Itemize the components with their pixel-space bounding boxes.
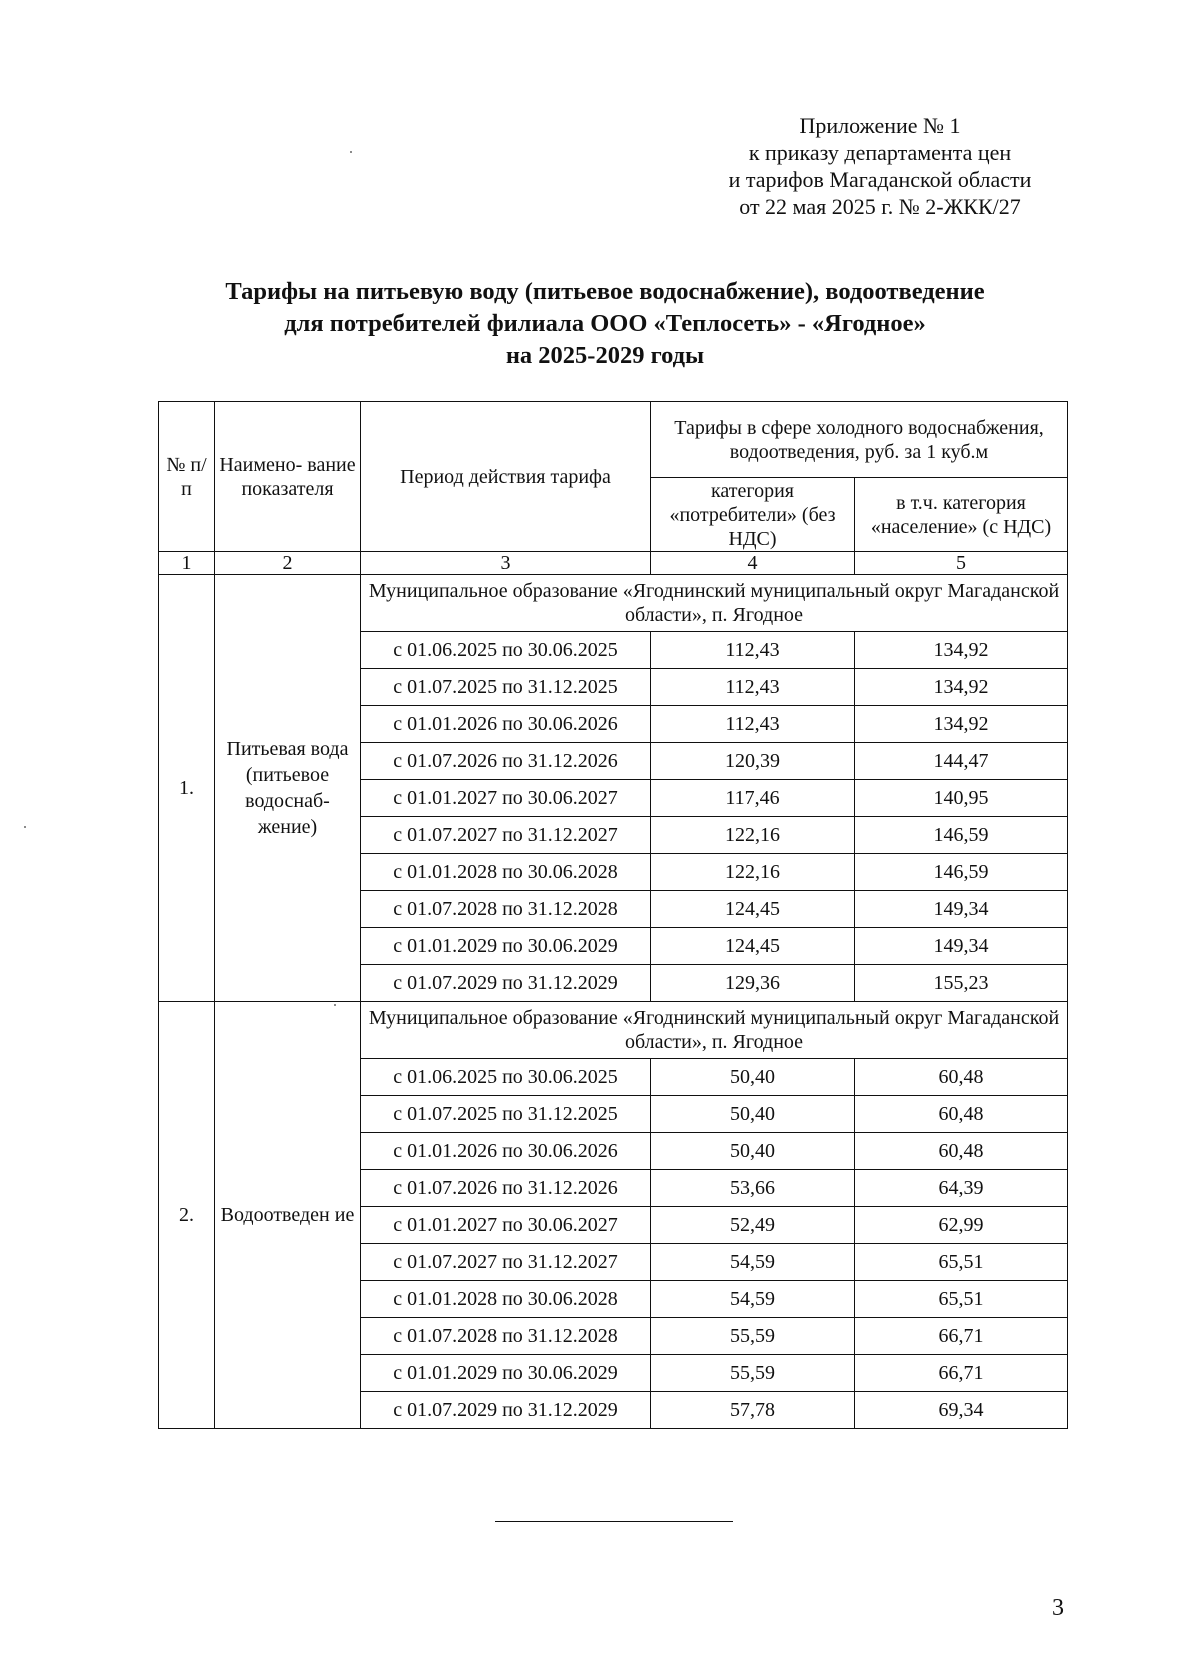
tariff-period: с 01.07.2025 по 31.12.2025 — [361, 1096, 651, 1133]
tariff-period: с 01.07.2026 по 31.12.2026 — [361, 743, 651, 780]
section-number: 1. — [159, 575, 215, 1002]
header-population: в т.ч. категория «население» (с НДС) — [855, 478, 1068, 552]
tariff-period: с 01.07.2027 по 31.12.2027 — [361, 817, 651, 854]
tariff-consumers-value: 55,59 — [651, 1318, 855, 1355]
title-line: на 2025-2029 годы — [505, 342, 705, 369]
tariff-consumers-value: 122,16 — [651, 854, 855, 891]
column-numbers-row — [159, 552, 1068, 575]
tariff-consumers-value: 124,45 — [651, 891, 855, 928]
tariff-consumers-value: 124,45 — [651, 928, 855, 965]
column-number: 3 — [361, 552, 651, 575]
tariff-period: с 01.01.2026 по 30.06.2026 — [361, 706, 651, 743]
section-municipality-row — [159, 1002, 1068, 1059]
tariff-population-value: 146,59 — [855, 817, 1068, 854]
tariff-population-value: 66,71 — [855, 1355, 1068, 1392]
title-line: Тарифы на питьевую воду (питьевое водоснабжение), водоотведение — [225, 278, 985, 305]
column-number: 1 — [159, 552, 215, 575]
tariff-table — [158, 401, 1068, 1429]
tariff-table-body — [159, 402, 1068, 1429]
tariff-consumers-value: 112,43 — [651, 706, 855, 743]
tariff-population-value: 149,34 — [855, 928, 1068, 965]
column-number: 5 — [855, 552, 1068, 575]
tariff-population-value: 140,95 — [855, 780, 1068, 817]
appendix-line: Приложение № 1 — [799, 113, 961, 138]
tariff-consumers-value: 50,40 — [651, 1133, 855, 1170]
tariff-consumers-value: 53,66 — [651, 1170, 855, 1207]
column-number: 4 — [651, 552, 855, 575]
tariff-consumers-value: 52,49 — [651, 1207, 855, 1244]
tariff-period: с 01.07.2029 по 31.12.2029 — [361, 1392, 651, 1429]
header-period: Период действия тарифа — [361, 402, 651, 552]
tariff-consumers-value: 50,40 — [651, 1096, 855, 1133]
tariff-population-value: 69,34 — [855, 1392, 1068, 1429]
tariff-consumers-value: 120,39 — [651, 743, 855, 780]
tariff-population-value: 65,51 — [855, 1244, 1068, 1281]
appendix-line: к приказу департамента цен — [748, 140, 1012, 165]
tariff-population-value: 134,92 — [855, 669, 1068, 706]
municipality-label: Муниципальное образование «Ягоднинский муниципальный округ Магаданской области», п. Ягодное — [361, 575, 1068, 632]
tariff-population-value: 146,59 — [855, 854, 1068, 891]
tariff-population-value: 144,47 — [855, 743, 1068, 780]
tariff-population-value: 60,48 — [855, 1133, 1068, 1170]
tariff-population-value: 155,23 — [855, 965, 1068, 1002]
tariff-consumers-value: 55,59 — [651, 1355, 855, 1392]
tariff-period: с 01.07.2028 по 31.12.2028 — [361, 1318, 651, 1355]
tariff-period: с 01.06.2025 по 30.06.2025 — [361, 632, 651, 669]
tariff-population-value: 60,48 — [855, 1059, 1068, 1096]
tariff-period: с 01.07.2029 по 31.12.2029 — [361, 965, 651, 1002]
appendix-block — [680, 112, 1080, 220]
footer-divider — [495, 1521, 733, 1522]
tariff-population-value: 149,34 — [855, 891, 1068, 928]
scan-speck — [24, 826, 26, 828]
appendix-line: от 22 мая 2025 г. № 2-ЖКК/27 — [739, 194, 1021, 219]
appendix-line: и тарифов Магаданской области — [728, 167, 1032, 192]
section-municipality-row — [159, 575, 1068, 632]
tariff-consumers-value: 122,16 — [651, 817, 855, 854]
indicator-name: Питьевая вода (питьевое водоснаб- жение) — [215, 575, 361, 1002]
tariff-consumers-value: 129,36 — [651, 965, 855, 1002]
tariff-population-value: 134,92 — [855, 632, 1068, 669]
tariff-population-value: 62,99 — [855, 1207, 1068, 1244]
tariff-population-value: 134,92 — [855, 706, 1068, 743]
tariff-period: с 01.07.2028 по 31.12.2028 — [361, 891, 651, 928]
tariff-consumers-value: 54,59 — [651, 1244, 855, 1281]
tariff-consumers-value: 117,46 — [651, 780, 855, 817]
scan-speck — [350, 151, 352, 153]
document-title — [150, 276, 1060, 372]
column-number: 2 — [215, 552, 361, 575]
tariff-population-value: 64,39 — [855, 1170, 1068, 1207]
header-name: Наимено- вание показателя — [215, 402, 361, 552]
tariff-period: с 01.07.2027 по 31.12.2027 — [361, 1244, 651, 1281]
header-tariffs: Тарифы в сфере холодного водоснабжения, водоотведения, руб. за 1 куб.м — [651, 402, 1068, 478]
indicator-name: Водоотведен ие — [215, 1002, 361, 1429]
tariff-period: с 01.01.2026 по 30.06.2026 — [361, 1133, 651, 1170]
header-row — [159, 402, 1068, 478]
tariff-period: с 01.01.2028 по 30.06.2028 — [361, 1281, 651, 1318]
tariff-population-value: 66,71 — [855, 1318, 1068, 1355]
tariff-consumers-value: 112,43 — [651, 632, 855, 669]
tariff-period: с 01.01.2027 по 30.06.2027 — [361, 780, 651, 817]
tariff-population-value: 65,51 — [855, 1281, 1068, 1318]
title-line: для потребителей филиала ООО «Теплосеть» - «Ягодное» — [284, 310, 926, 337]
page-number: 3 — [1052, 1595, 1064, 1621]
tariff-period: с 01.06.2025 по 30.06.2025 — [361, 1059, 651, 1096]
section-number: 2. — [159, 1002, 215, 1429]
tariff-consumers-value: 50,40 — [651, 1059, 855, 1096]
tariff-consumers-value: 112,43 — [651, 669, 855, 706]
tariff-period: с 01.01.2027 по 30.06.2027 — [361, 1207, 651, 1244]
tariff-period: с 01.07.2025 по 31.12.2025 — [361, 669, 651, 706]
header-consumers: категория «потребители» (без НДС) — [651, 478, 855, 552]
tariff-population-value: 60,48 — [855, 1096, 1068, 1133]
tariff-period: с 01.01.2029 по 30.06.2029 — [361, 928, 651, 965]
tariff-period: с 01.01.2028 по 30.06.2028 — [361, 854, 651, 891]
header-num: № п/п — [159, 402, 215, 552]
tariff-period: с 01.07.2026 по 31.12.2026 — [361, 1170, 651, 1207]
tariff-period: с 01.01.2029 по 30.06.2029 — [361, 1355, 651, 1392]
tariff-consumers-value: 57,78 — [651, 1392, 855, 1429]
municipality-label: Муниципальное образование «Ягоднинский муниципальный округ Магаданской области», п. Ягодное — [361, 1002, 1068, 1059]
tariff-consumers-value: 54,59 — [651, 1281, 855, 1318]
